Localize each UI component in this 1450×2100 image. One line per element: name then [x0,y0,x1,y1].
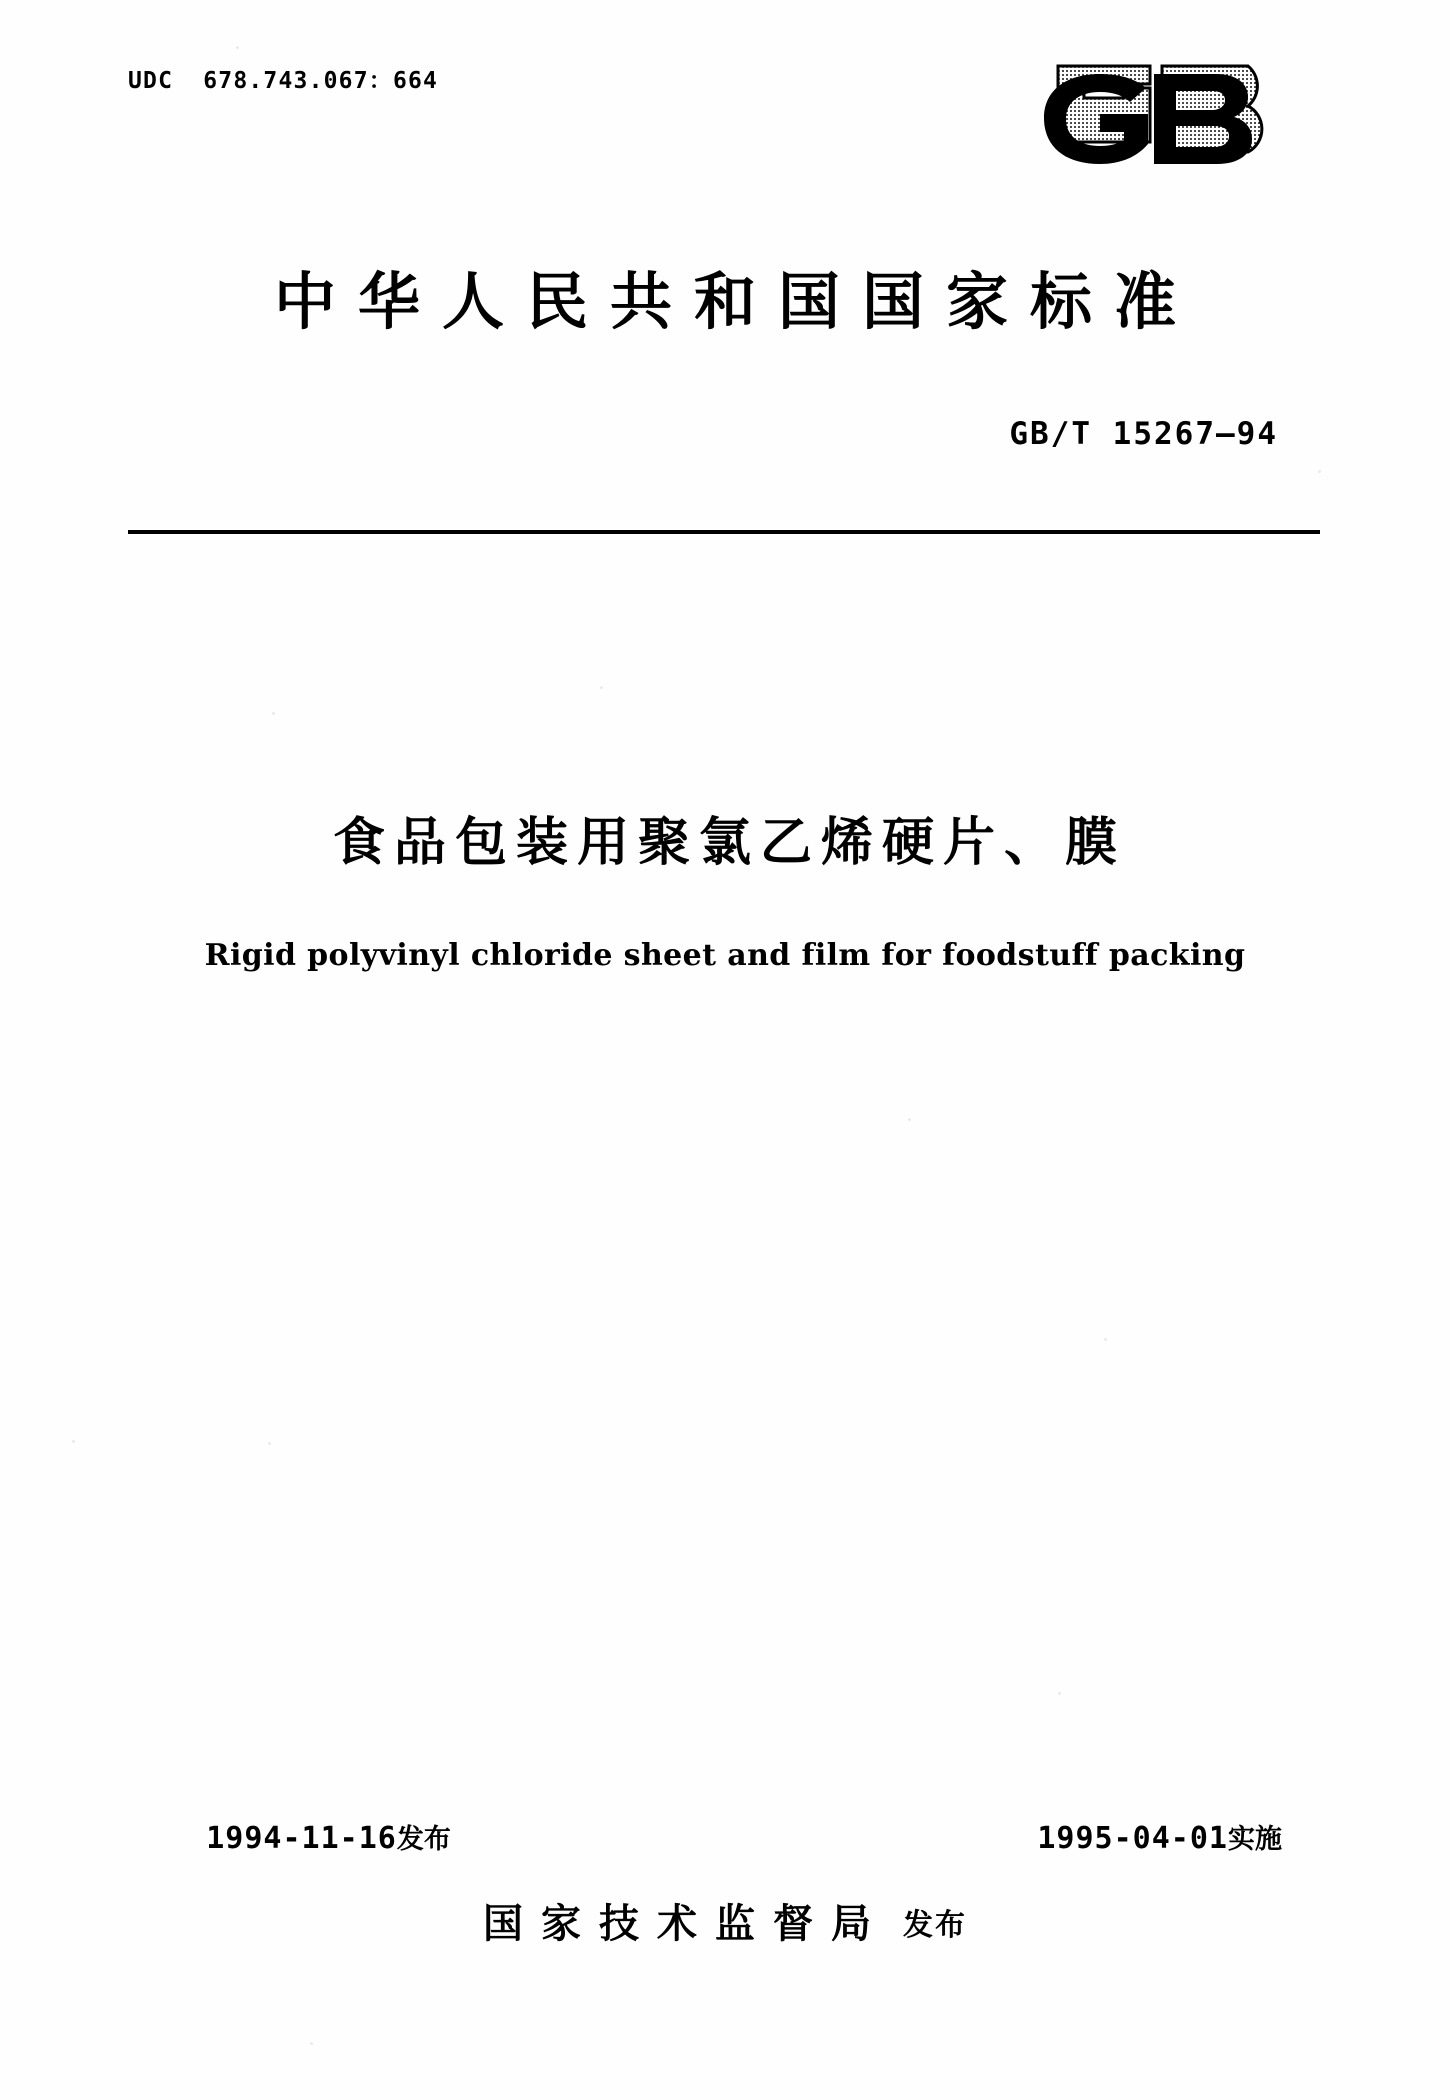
effective-date-label: 实施 [1228,1824,1282,1855]
scan-speckle [1318,470,1321,473]
publisher-line [0,1892,1450,1949]
issue-date-label: 发布 [396,1824,451,1855]
scan-speckle [272,712,275,715]
divider [128,530,1320,534]
scan-speckle [1104,1338,1107,1341]
scan-speckle [600,686,603,689]
scan-speckle [908,1118,911,1121]
standard-number: GB/T 15267—94 [1009,416,1278,452]
page-title: 中华人民共和国国家标准 [273,265,1198,338]
scan-speckle [236,46,239,49]
issue-date-value: 1994-11-16 [206,1821,397,1856]
issue-date [130,1782,451,1891]
scan-speckle [72,1440,75,1443]
publisher-verb: 发布 [903,1908,967,1943]
udc-classification: UDC 678.743.067：664 [128,68,439,94]
document-title-english: Rigid polyvinyl chloride sheet and film for foodstuff packing [204,938,1246,973]
gb-emblem-icon [1030,58,1280,178]
effective-date-value: 1995-04-01 [1037,1821,1228,1856]
scan-speckle [310,2042,313,2045]
document-title-chinese: 食品包装用聚氯乙烯硬片、膜 [332,813,1126,873]
scan-speckle [1058,1692,1061,1695]
effective-date [961,1782,1282,1891]
publisher-organization: 国家技术监督局 [483,1901,889,1947]
scan-speckle [268,1442,271,1445]
